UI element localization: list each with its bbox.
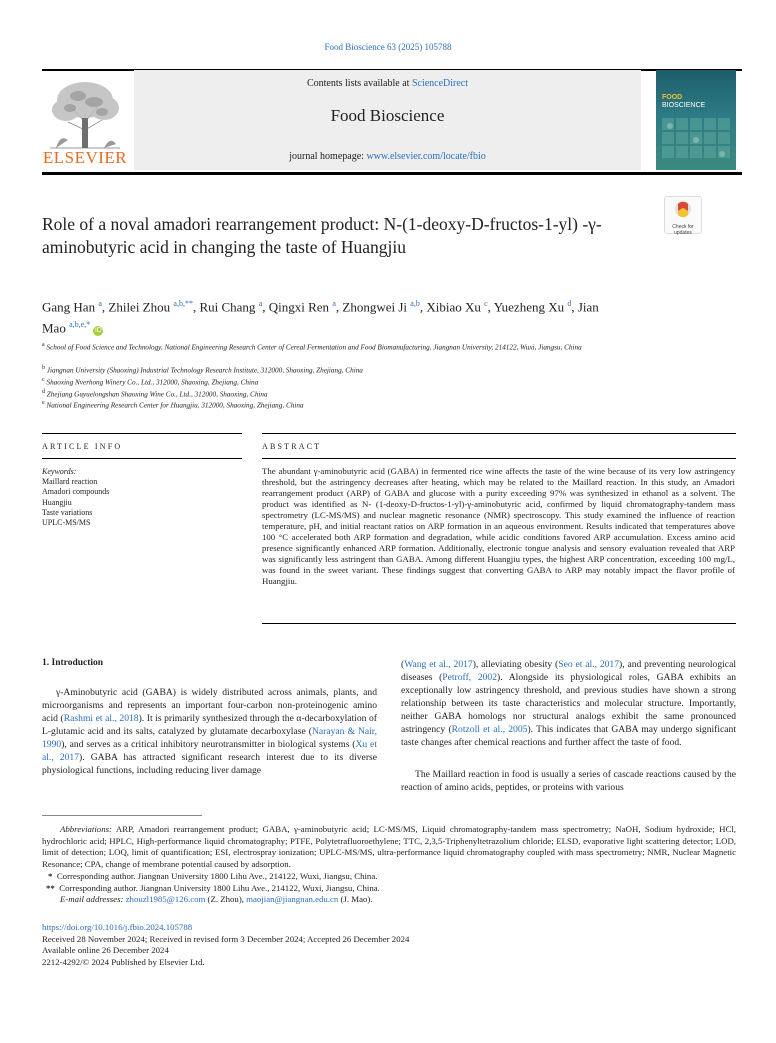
author-list: Gang Han $^a$, Zhilei Zhou $^{a,b,**}$, Rui Chang $^a$, Qingxi Ren $^a$, Zhongwei Ji $^{a,b}$, Xibiao Xu $^c$, Yuezheng Xu $^d$, Jian Mao $^{a,b,e,*}$ iD	[42, 299, 599, 336]
sciencedirect-link[interactable]: ScienceDirect	[411, 78, 469, 89]
affiliation-c	[42, 375, 642, 387]
email-owner: (Z. Zhou),	[207, 894, 244, 905]
orcid-icon[interactable]: iD	[95, 326, 102, 334]
publication-info	[42, 922, 736, 968]
abbreviations-label: Abbreviations:	[60, 824, 112, 834]
email-link[interactable]: zhouzl1985@126.com	[125, 894, 206, 905]
affiliation-e	[42, 398, 642, 410]
citation-link[interactable]: Narayan & Nair, 1990	[42, 726, 378, 750]
abbreviations-footnote	[42, 824, 736, 871]
email-owner: (J. Mao).	[340, 894, 373, 905]
affiliation-key: c	[42, 377, 45, 383]
author-affiliation-mark[interactable]: a,b,**	[173, 299, 193, 308]
intro-right-paragraph: (Wang et al., 2017), alleviating obesity (Seo et al., 2017), and preventing neurological diseases (Petroff, 2002). Alongside its physiological roles, GABA exhibits an exceptionally low astringency threshold, and previous studies have shown a strong relationship between its taste characteristics and molecular structure. Importantly, neither GABA homologs nor structural analogs exhibit the same pronounced astringency (Rotzoll et al., 2005). This indicates that GABA may undergo significant taste changes after chemical reactions and further affect the taste of food.	[401, 659, 737, 748]
abstract-heading: ABSTRACT	[262, 442, 322, 451]
contents-line	[134, 78, 641, 89]
author-affiliation-mark[interactable]: c	[484, 299, 488, 308]
journal-title[interactable]: Food Bioscience	[330, 106, 445, 125]
intro-text: ), and serves as a critical inhibitory neurotransmitter in biological systems (	[61, 739, 356, 750]
abstract-bottom-rule	[262, 623, 736, 624]
citation-link[interactable]: Rotzoll et al., 2005	[451, 724, 528, 735]
homepage-prefix: journal homepage:	[289, 151, 367, 162]
author-name[interactable]: Jian Mao	[42, 299, 599, 336]
author-name[interactable]: Yuezheng Xu	[493, 299, 568, 315]
contents-prefix: Contents lists available at	[306, 78, 412, 89]
intro-text: ). Alongside its physiological roles, GABA exhibits an exceptionally low astringency threshold, and previous studies have shown a strong relationship between its taste characteristics and molecular structure. Importantly, neither GABA homologs nor structural analogs exhibit the same pronounced astringency (	[401, 672, 737, 735]
affiliation-b	[42, 363, 642, 375]
affiliation-text: School of Food Science and Technology, National Engineering Research Center of Cereal Fermentation and Food Biomanufacturing, Jiangnan University, 214122, Wuxi, Jiangsu, China	[46, 343, 582, 352]
cover-title-line1: FOOD	[662, 94, 683, 101]
keywords-block	[42, 467, 242, 528]
available-online: Available online 26 December 2024	[42, 945, 169, 956]
keyword-item: Amadori compounds	[42, 487, 110, 497]
header-bottom-rule	[42, 172, 742, 175]
author-name[interactable]: Zhongwei Ji	[342, 299, 411, 315]
cover-art-icon	[656, 70, 736, 170]
author-name[interactable]: Qingxi Ren	[268, 299, 333, 315]
author-name[interactable]: Zhilei Zhou	[108, 299, 174, 315]
author-affiliation-mark[interactable]: a	[258, 299, 263, 308]
corresponding-author-1	[42, 871, 736, 883]
author-affiliation-mark[interactable]: a,b	[410, 299, 420, 308]
footnote-mark: *	[48, 870, 53, 881]
author-name[interactable]: Xibiao Xu	[426, 299, 485, 315]
email-label: E-mail addresses:	[60, 894, 124, 905]
citation-link[interactable]: Xu et al., 2017	[42, 739, 377, 763]
affiliation-key: b	[42, 365, 45, 371]
check-for-updates-badge[interactable]	[664, 196, 702, 234]
affiliation-a	[42, 340, 642, 352]
author-affiliation-mark[interactable]: a	[98, 299, 102, 308]
affiliation-key: e	[42, 400, 45, 406]
footnote-rule	[42, 815, 202, 816]
intro-text: ), and preventing neurological diseases (	[401, 659, 736, 683]
keyword-item: Huangjiu	[42, 497, 72, 507]
author-name[interactable]: Rui Chang	[199, 299, 259, 315]
intro-text: ), alleviating obesity (	[472, 659, 559, 670]
footnote-text: Corresponding author. Jiangnan University 1800 Lihu Ave., 214122, Wuxi, Jiangsu, China.	[56, 870, 378, 881]
affiliation-key: d	[42, 389, 45, 395]
keyword-item: Taste variations	[42, 507, 93, 517]
citation-link[interactable]: Rashmi et al., 2018	[63, 713, 139, 724]
article-title: Role of a noval amadori rearrangement product: N-(1-deoxy-D-fructos-1-yl) -γ-aminobutyric acid in changing the taste of Huangjiu	[42, 214, 602, 257]
introduction-heading: 1. Introduction	[42, 658, 104, 668]
citation-link[interactable]: Wang et al., 2017	[404, 659, 473, 670]
affiliation-key: a	[42, 342, 45, 348]
abstract-mid-rule	[262, 458, 736, 459]
affiliation-text: National Engineering Research Center for Huangjiu, 312000, Shaoxing, Zhejiang, China	[46, 401, 304, 410]
abstract-top-rule	[262, 433, 736, 434]
abstract-text: The abundant γ-aminobutyric acid (GABA) in fermented rice wine affects the taste of the wine because of its very low astringency threshold, but the astringency decreases after heating, which may be related to the Maillard reaction. In this study, an Amadori rearrangement product (ARP) of GABA and glucose with a purity exceeding 97% was synthesized in ethanol as a solvent. The product was identified as N- (1-deoxy-D-fructos-1-yl)-γ-aminobutyric acid, confirmed by liquid chromatography-tandem mass spectrometry (LC-MS/MS) and nuclear magnetic resonance (NMR) spectroscopy. This study examined the influence of reaction temperature, pH, and initial reactant ratios on ARP formation in an aqueous environment. Results indicated that temperatures above 100 °C accelerated both ARP formation and degradation, while acidic conditions favored ARP accumulation. Excess amino acid presence significantly enhanced ARP formation. Additionally, electronic tongue analysis and sensory evaluation revealed that ARP was significantly less astringent than GABA. Among different Huangjiu types, the highest ARP concentration, exceeding 100 mg/L, was found in the sweet variant. These findings suggest that converting GABA to ARP may notably impact the flavor profile of Huangjiu.	[262, 466, 735, 587]
intro-text: γ-Aminobutyric acid (GABA) is widely distributed across animals, plants, and microorganisms and represents an important four-carbon non-proteinogenic amino acid (	[42, 687, 377, 724]
keyword-item: UPLC-MS/MS	[42, 518, 91, 528]
author-affiliation-mark[interactable]: a	[332, 299, 336, 308]
author-name[interactable]: Gang Han	[42, 299, 99, 315]
copyright-line: 2212-4292/© 2024 Published by Elsevier Ltd.	[42, 956, 205, 967]
intro-left-paragraph	[42, 686, 377, 777]
intro-right-paragraph-2: The Maillard reaction in food is usually a series of cascade reactions caused by the reaction of amino acids, peptides, or proteins with various	[401, 769, 736, 793]
citation-link[interactable]: Petroff, 2002	[442, 672, 498, 683]
citation-link[interactable]: Seo et al., 2017	[558, 659, 620, 670]
article-info-heading: ARTICLE INFO	[42, 442, 123, 451]
affiliation-text: Jiangnan University (Shaoxing) Industrial Technology Research Institute, 312000, Shaoxing, Zhejiang, China	[46, 366, 363, 375]
journal-citation[interactable]: Food Bioscience 63 (2025) 105788	[324, 42, 452, 52]
email-link[interactable]: maojian@jiangnan.edu.cn	[246, 894, 339, 905]
keyword-item: Maillard reaction	[42, 477, 98, 487]
doi-link[interactable]: https://doi.org/10.1016/j.fbio.2024.105788	[42, 922, 193, 932]
intro-text: ). GABA has attracted significant research interest due to its diverse physiological functions, including reducing liver damage	[42, 752, 378, 776]
footnote-text: Corresponding author. Jiangnan University 1800 Lihu Ave., 214122, Wuxi, Jiangsu, China.	[59, 882, 380, 893]
elsevier-wordmark: ELSEVIER	[42, 148, 128, 167]
intro-text: ). It is primarily synthesized through the α-decarboxylation of L-glutamic acid and its salts, catalyzed by glutamate decarboxylase (	[42, 713, 377, 737]
journal-homepage-line	[134, 151, 641, 162]
affiliation-text: Zhejiang Guyuelongshan Shaoxing Wine Co., Ltd., 312000, Shaoxing, China	[46, 390, 268, 399]
article-info-mid-rule	[42, 458, 242, 459]
abbreviations-text: ARP, Amadori rearrangement product; GABA, γ-aminobutyric acid; LC-MS/MS, Liquid chromatography-tandem mass spectrometry; NaOH, Sodium hydroxide; HCl, hydrochloric acid; HPLC, High-performance liquid chromatography; PTFE, Polytetrafluoroethylene; TTC, 2,3,5-Triphenyltetrazolium chloride; ELSD, evaporative light scattering detector; LOD, limit of detection; LOQ, limit of quantification; ESI, electrospray ionization; UPLC-MS/MS, ultra-performance liquid chromatography coupled with mass spectrometry; NMR, Nuclear Magnetic Resonance; CPA, change of membrane potential caused by adsorption.	[42, 824, 736, 870]
received-dates: Received 28 November 2024; Received in revised form 3 December 2024; Accepted 26 December 2024	[42, 933, 410, 944]
journal-cover-thumbnail[interactable]	[656, 70, 736, 170]
elsevier-tree-icon	[42, 78, 128, 150]
journal-homepage-link[interactable]: www.elsevier.com/locate/fbio	[366, 151, 486, 162]
check-updates-icon	[674, 200, 692, 220]
corresponding-author-2	[42, 883, 736, 895]
article-info-top-rule	[42, 433, 242, 434]
keywords-label: Keywords:	[42, 467, 77, 476]
intro-text: ). This indicates that GABA may undergo significant taste changes after chemical reactions and further affect the taste of food.	[401, 724, 736, 748]
footnotes-block	[42, 824, 736, 906]
author-affiliation-mark[interactable]: d	[567, 299, 572, 308]
affiliation-text: Shaoxing Nverhong Winery Co., Ltd., 312000, Shaoxing, Zhejiang, China	[46, 378, 259, 387]
email-addresses	[42, 894, 736, 906]
author-affiliation-mark[interactable]: a,b,e,*	[69, 320, 91, 330]
check-updates-label: Check for updates	[672, 224, 694, 236]
cover-title-line2: BIOSCIENCE	[662, 102, 706, 109]
footnote-mark: **	[46, 882, 55, 893]
